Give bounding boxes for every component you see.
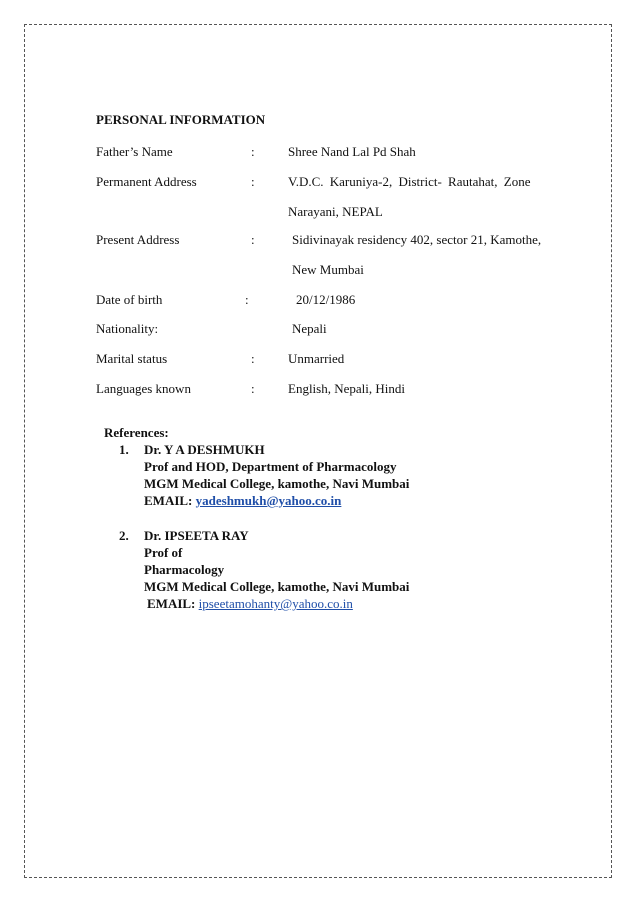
reference-name: Dr. Y A DESHMUKH xyxy=(144,442,265,457)
colon: : xyxy=(251,174,255,189)
present-address-line2: New Mumbai xyxy=(292,262,364,277)
languages-value: English, Nepali, Hindi xyxy=(288,381,405,396)
present-address-label: Present Address xyxy=(96,232,180,247)
colon: : xyxy=(251,232,255,247)
present-address-line1: Sidivinayak residency 402, sector 21, Kamothe, xyxy=(292,232,542,247)
reference-number: 2. xyxy=(119,528,129,543)
email-label: EMAIL: xyxy=(144,493,193,508)
colon: : xyxy=(251,144,255,159)
email-link[interactable]: yadeshmukh@yahoo.co.in xyxy=(195,493,342,508)
permanent-address-line1: V.D.C. Karuniya-2, District- Rautahat, Zone xyxy=(288,174,531,189)
fathers-name-value: Shree Nand Lal Pd Shah xyxy=(288,144,416,159)
colon: : xyxy=(245,292,249,307)
reference-position-cont: Pharmacology xyxy=(144,562,225,577)
dob-label: Date of birth xyxy=(96,292,163,307)
nationality-value: Nepali xyxy=(292,321,327,336)
colon: : xyxy=(251,381,255,396)
fathers-name-label: Father’s Name xyxy=(96,144,173,159)
reference-number: 1. xyxy=(119,442,129,457)
email-link[interactable]: ipseetamohanty@yahoo.co.in xyxy=(198,596,353,611)
references-title: References: xyxy=(104,425,169,440)
reference-position: Prof and HOD, Department of Pharmacology xyxy=(144,459,397,474)
languages-label: Languages known xyxy=(96,381,191,396)
dob-value: 20/12/1986 xyxy=(296,292,356,307)
section-heading: PERSONAL INFORMATION xyxy=(96,112,266,127)
reference-email-row xyxy=(147,595,353,612)
reference-institution: MGM Medical College, kamothe, Navi Mumbai xyxy=(144,579,410,594)
reference-email-row xyxy=(144,492,341,509)
colon: : xyxy=(251,351,255,366)
permanent-address-line2: Narayani, NEPAL xyxy=(288,204,383,219)
marital-status-value: Unmarried xyxy=(288,351,345,366)
reference-position: Prof of xyxy=(144,545,183,560)
permanent-address-label: Permanent Address xyxy=(96,174,197,189)
reference-institution: MGM Medical College, kamothe, Navi Mumbai xyxy=(144,476,410,491)
email-label: EMAIL: xyxy=(147,596,196,611)
nationality-label: Nationality: xyxy=(96,321,159,336)
marital-status-label: Marital status xyxy=(96,351,168,366)
reference-name: Dr. IPSEETA RAY xyxy=(144,528,249,543)
